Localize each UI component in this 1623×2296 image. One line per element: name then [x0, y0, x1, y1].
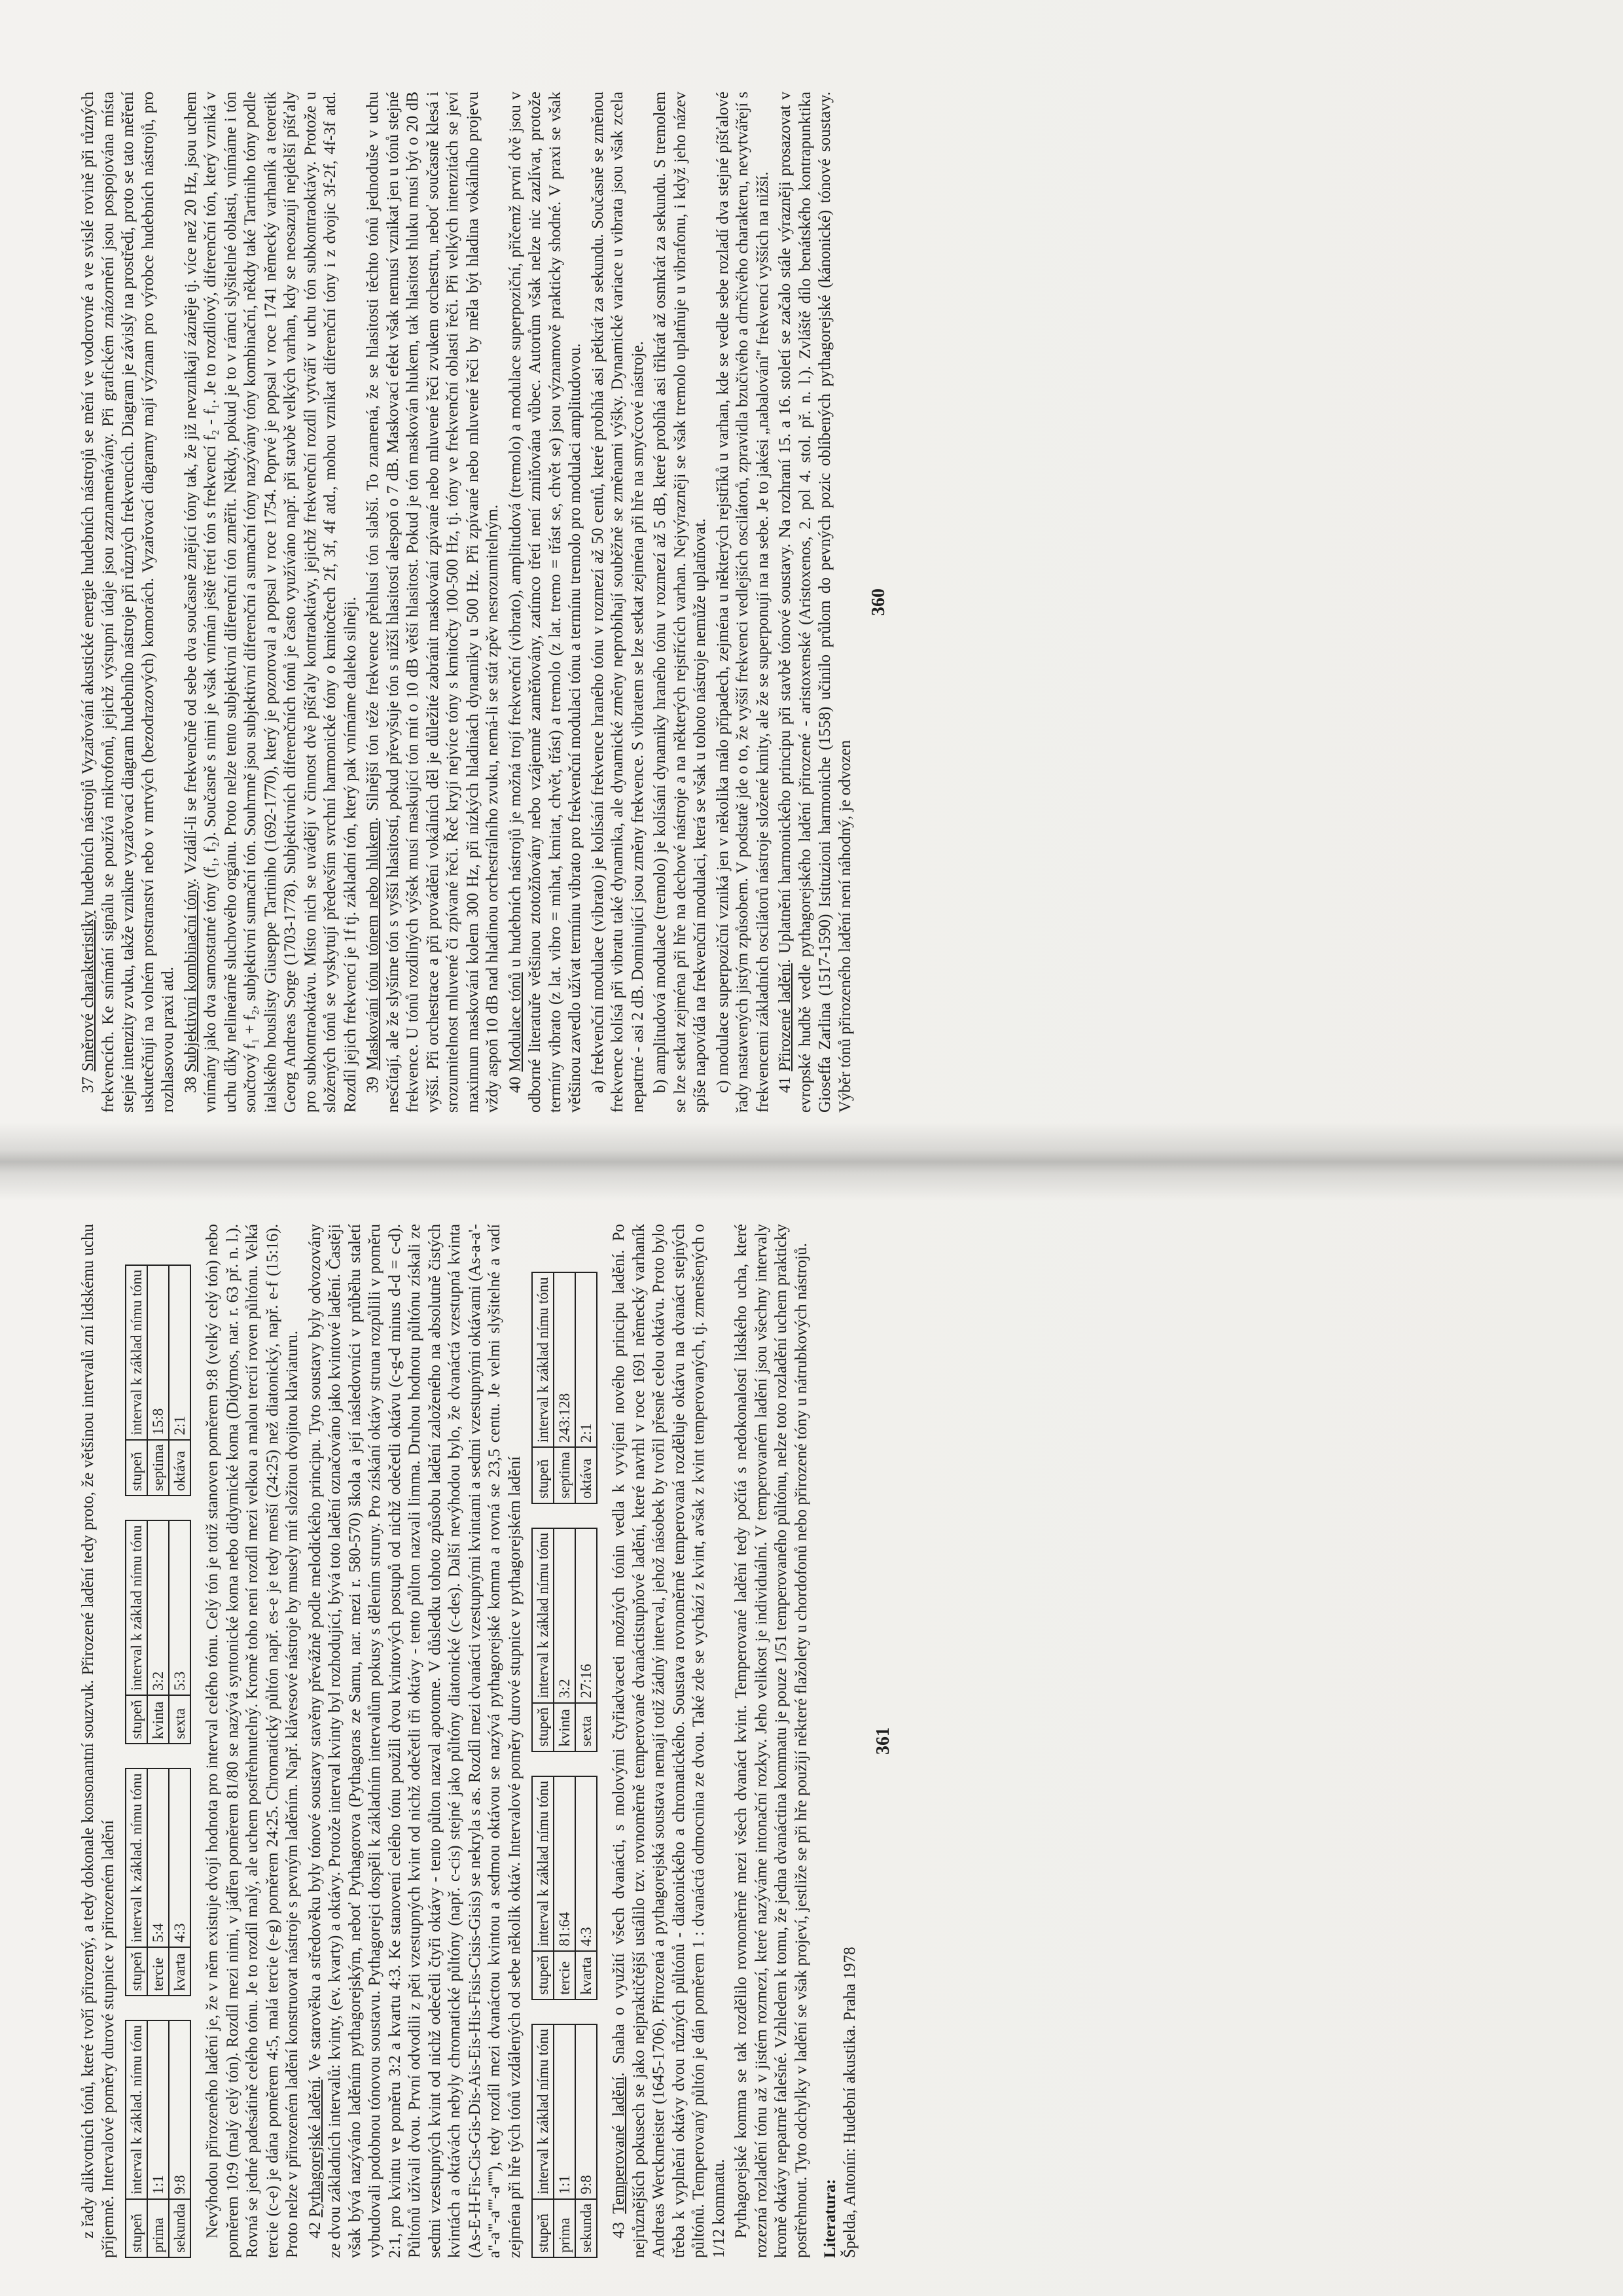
section-heading: Pythagorejské ladění: [306, 2079, 324, 2217]
right-paragraphs-2: [609, 1224, 812, 2258]
table-header-cell: interval k základ nímu tónu: [532, 2024, 554, 2199]
page-number-left: 360: [868, 588, 889, 616]
table-row: [147, 1520, 169, 1744]
table-header-cell: stupeň: [126, 1947, 147, 1996]
table-cell: 15:8: [147, 1265, 169, 1440]
table-cell: kvinta: [554, 1703, 575, 1751]
paragraph-text: c) modulace superpoziční vzniká jen v několika málo případech, zejména u některých rejstříků u varhan, kde se vedle sebe rozladí dva stejné píšťalové řady nastavených jistým způsobem. V podstatě jde o to, že vyšší frekvenci vedlejších oscilátorů, zpravidla bzučivého a drnčivého charakteru, nevytvářejí s frekvencemi základních oscilátorů nástroje složené kmity, ale že se superponují na na sebe. Je to jakési „nabalování" frekvencí vyšších na nižší.: [713, 92, 772, 1113]
table-cell: kvinta: [147, 1695, 169, 1744]
section-heading: Temperované ladění: [610, 2076, 628, 2214]
literature: [821, 1224, 860, 2258]
section-number: 43: [610, 2222, 628, 2238]
paragraph: [506, 92, 586, 1113]
table-cell: sexta: [169, 1695, 190, 1744]
table-row: [554, 1528, 575, 1751]
table-row: [169, 1768, 190, 1996]
pythagorean-tuning-table: [527, 1224, 604, 2258]
intro-paragraph: z řady alikvotních tónů, které tvoří přirozený, a tedy dokonale konsonantní souzvuk. Přirozené ladění tedy proto, že většinou intervalů zní lidskému uchu příjemně. Intervalové poměry durové stupnice v přirozeném ladění: [79, 1224, 117, 2258]
interval-table: [531, 1776, 597, 2000]
table-cell: 243:128: [554, 1272, 575, 1447]
paragraph-text: . Vzdálí-li se frekvenčně od sebe dva současně znějící tóny tak, že již nevznikají zázněje tj. více než 20 Hz, jsou uchem vnímány jako dva samostatné tóny (f₁, f₂). Současně s nimi je však vnímán ještě třetí tón s frekvencí f₂ - f₁. Je to rozdílový, diferenční tón, který vzniká v uchu díky nelineárně sluchového orgánu. Proto nelze tento subjektivní diferenční tón změřit. Někdy, pokud je to v rámci slyšitelné oblasti, vnímáme i tón součtový f₁ + f₂, subjektivní sumační tón. Souhrnně jsou subjektivní diferenční a sumační tóny nazývány tóny kombinační, někdy také Tartiniho tóny podle italského houslisty Giuseppe Tartiniho (1692-1770), který je pozoroval a popsal v roce 1754. Poprvé je popsal v roce 1741 německý varhaník a teoretik Georg Andreas Sorge (1703-1778). Subjektivních diferenčních tónů je často využíváno např. při stavbě velkých varhan, kdy se neosazují nejdelší píšťaly pro subkontraoktávu. Místo nich se uvádějí v činnost dvě píšťaly kontraoktávy, jejichž frekvenční rozdíl vytváří v uchu tón subkontraoktávy. Protože u složených tónů se vyskytují především svrchní harmonické tóny o kmitočtech 2f, 3f, 4f atd., mohou vznikat diferenční tóny i z dvojic 3f-2f, 4f-3f atd. Rozdíl jejich frekvencí je 1f tj. základní tón, který pak vnímáme daleko silněji.: [181, 91, 359, 1113]
paragraph: [776, 92, 855, 1113]
left-paragraphs: [79, 92, 855, 1113]
paragraph: [651, 92, 711, 1113]
table-cell: kvarta: [575, 1951, 597, 2000]
table-header-row: [126, 1520, 147, 1744]
table-cell: 2:1: [169, 1265, 190, 1440]
table-row: [575, 1776, 597, 2000]
right-paragraphs: [203, 1224, 525, 2258]
paragraph-text: hudebních nástrojů Vyzařování akustické energie hudebních nástrojů se mění ve vodorovné a ve svislé rovině při různých frekvencích. Ke snímání signálu se používá mikrofonů, jejichž výstupní údaje jsou zaznamenávány. Při grafickém znázornění jsou pospojována místa stejné intenzity zvuku, takže vznikne vyzařovací diagram hudebního nástroje při různých frekvencích. Diagram je závislý na prostředí, proto se tato měření uskutečňují na volném prostranství nebo v mrtvých (bezodrazových) komorách. Vyzařovací diagramy mají význam pro výrobce hudebních nástrojů, pro rozhlasovou praxi atd.: [79, 92, 177, 1113]
table-cell: prima: [554, 2199, 575, 2257]
section-number: 39: [364, 1077, 382, 1093]
paragraph: [203, 1224, 303, 2258]
table-cell: kvarta: [169, 1947, 190, 1996]
table-row: [147, 2020, 169, 2257]
table-row: [554, 2024, 575, 2257]
interval-table: [125, 1520, 191, 1744]
table-cell: septima: [147, 1440, 169, 1496]
table-row: [147, 1768, 169, 1996]
table-header-cell: stupeň: [126, 1695, 147, 1744]
right-page: [79, 1224, 1400, 2258]
table-cell: 4:3: [575, 1776, 597, 1951]
paragraph: [609, 1224, 729, 2258]
table-cell: 9:8: [169, 2020, 190, 2199]
interval-table: [125, 1265, 191, 1496]
table-cell: 81:64: [554, 1776, 575, 1951]
table-cell: 4:3: [169, 1768, 190, 1947]
natural-tuning-table: [121, 1224, 198, 2258]
section-number: 40: [506, 1077, 524, 1093]
paragraph-text: . Snaha o využití všech dvanácti, s molovými čtyřiadvaceti možných tónin vedla k vyvíjení nového principu ladění. Po nejrůznějších pokusech se jako nejpraktičtější ustálilo tzv. rovnoměrně temperované dvanáctistupňové ladění, které navrhl v roce 1691 německý varhaník Andreas Werckmeister (1645-1706). Přirozená a pythagorejská soustava nemají totiž žádný interval, jehož násobek by tvořil přesně celou oktávu. Proto bylo třeba k vyplnění oktávy dvou různých půltónů - diatonického a chromatického. Soustava rovnoměrně temperovaná rozděluje oktávu na dvanáct stejných půltónů. Temperovaný půltón je dán poměrem 1 : dvanáctá odmocnina ze dvou. Také zde se vychází z kvint, avšak z kvint temperovaných, tj. zmenšených o 1/12 kommatu.: [610, 1223, 728, 2258]
table-header-row: [532, 1776, 554, 2000]
literature-label: Literatura:: [821, 2179, 839, 2258]
paragraph: [713, 92, 774, 1113]
table-header-row: [126, 1265, 147, 1496]
interval-table: [125, 2020, 191, 2258]
table-row: [169, 2020, 190, 2257]
table-cell: tercie: [147, 1947, 169, 1996]
table-header-cell: stupeň: [532, 1703, 554, 1751]
table-header-row: [532, 1272, 554, 1503]
table-header-cell: interval k základ. nímu tónu: [126, 1768, 147, 1947]
paragraph: [588, 92, 649, 1113]
paragraph: [181, 92, 361, 1113]
section-heading: Modulace tónů: [506, 972, 524, 1072]
table-cell: 1:1: [147, 2020, 169, 2199]
table-header-cell: interval k základ nímu tónu: [532, 1272, 554, 1447]
section-heading: Subjektivní kombinační tóny: [181, 882, 200, 1073]
section-number: 42: [306, 2222, 324, 2238]
table-cell: sexta: [575, 1703, 597, 1751]
interval-table: [531, 2024, 597, 2258]
table-header-row: [126, 2020, 147, 2257]
table-header-cell: stupeň: [126, 2199, 147, 2257]
literature-entry: Špelda, Antonín: Hudební akustika. Praha 1978: [841, 1946, 859, 2258]
table-cell: 2:1: [575, 1272, 597, 1447]
table-header-row: [126, 1768, 147, 1996]
book-gutter-shadow: [0, 1122, 1623, 1201]
paragraph-text: . Uplatnění harmonického principu při stavbě tónové soustavy. Na rozhraní 15. a 16. století se začalo stále výrazněji prosazovat v evropské hudbě vedle pythagorejského ladění přirozené - aristoxenské (Aristoxenos, 2. pol 4. stol. př. n. l.). Zvláště dílo benátského kontrapunktika Gioseffa Zarlina (1517-1590) Istituzioni harmoniche (1558) učinilo průlom do pevných pozic oblíbených pythagorejské (kánonické) tónové soustavy. Výběr tónů přirozeného ladění není náhodný, je odvozen: [776, 91, 854, 1113]
table-row: [575, 1272, 597, 1503]
section-heading: Směrové charakteristiky: [79, 910, 97, 1071]
table-cell: prima: [147, 2199, 169, 2257]
paragraph: [363, 92, 503, 1113]
table-header-cell: interval k základ nímu tónu: [532, 1776, 554, 1951]
table-row: [147, 1265, 169, 1496]
section-number: 38: [181, 1077, 200, 1093]
paragraph-text: u hudebních nástrojů je možná trojí frekvenční (vibrato), amplitudová (tremolo) a modulace superpoziční, přičemž první dvě jsou v odborné literatuře většinou ztotožňovány nebo vzájemně zaměňovány, zatímco třetí není zmiňována vůbec. Autorům však nelze nic zazlívat, protože termíny vibrato (z lat. vibro = mihat, kmitat, chvět, třást) a tremolo (z lat. tremo = třást se, chvět se) jsou významově prakticky shodné. V praxi se však většinou zavedlo užívat termínu vibrato pro frekvenční modulaci tónu a termínu tremolo pro modulaci amplitudovou.: [506, 92, 584, 1113]
paragraph: [79, 92, 179, 1113]
table-cell: 3:2: [147, 1520, 169, 1695]
section-heading: Maskování tónu tónem nebo hlukem: [364, 821, 382, 1071]
table-header-cell: interval k základ nímu tónu: [126, 1265, 147, 1440]
table-row: [169, 1520, 190, 1744]
table-header-cell: stupeň: [532, 1951, 554, 2000]
paragraph-text: . Silnější tón téže frekvence přehlusí tón slabší. To znamená, že se hlasitosti těchto tónů jednoduše v uchu nesčítají, ale že slyšíme tón s vyšší hlasitostí, pokud převyšuje tón s nižší hlasitostí alespoň o 7 dB. Maskovací efekt však nemusí vznikat jen u tónů stejné frekvence. U tónů rozdílných výšek musí maskující tón mít o 10 dB větší hlasitost. Pokud je tón maskován hlukem, tak hlasitost hluku musí být o 20 dB vyšší. Při orchestrace a při provádění vokálních děl je důležité zabránit maskování zpívané nebo mluvené řeči zvukem orchestru, neboť současně klesá i srozumitelnost mluvené či zpívané řeči. Řeč kryjí nejvíce tóny s kmitočty 100-500 Hz, tj. tóny ve frekvenční oblasti řeči. Při velkých intenzitách se jeví maximum maskování kolem 300 Hz, při nízkých hladinách dynamiky u 500 Hz. Při zpívané nebo mluvené řeči by měla být hladina vokálního projevu vždy aspoň 10 dB nad hladinou orchestrálního zvuku, nemá-li se stát zpěv nesrozumitelným.: [364, 92, 501, 1113]
interval-table: [531, 1528, 597, 1752]
table-row: [554, 1272, 575, 1503]
table-cell: 1:1: [554, 2024, 575, 2199]
table-cell: 5:3: [169, 1520, 190, 1695]
table-header-cell: interval k základ nímu tónu: [126, 1520, 147, 1695]
interval-table: [125, 1768, 191, 1996]
table-header-row: [532, 1528, 554, 1751]
table-row: [554, 1776, 575, 2000]
table-row: [575, 1528, 597, 1751]
table-row: [575, 2024, 597, 2257]
table-cell: 5:4: [147, 1768, 169, 1947]
paragraph-text: Nevýhodou přirozeného ladění je, že v něm existuje dvojí hodnota pro interval celého tónu. Celý tón je totiž stanoven poměrem 9:8 (velký celý tón) nebo poměrem 10:9 (malý celý tón). Rozdíl mezi nimi, v jádřen poměrem 81/80 se nazývá syntonické koma nebo didymické koma (Didymos, nar. r. 63 př. n. l.). Rovná se jedné padesátině celého tónu. Je to rozdíl malý, ale uchem postřehnutelný. Kromě toho není rozdíl mezi velkou a malou tercií roven půltónu. Velká tercie (c-e) je dána poměrem 4:5, malá tercie (e-g) poměrem 24:25. Chromatický půltón např. es-e je tedy menší (24:25) než diatonický, např. e-f (15:16). Proto nelze v přirozeném ladění konstruovat nástroje s pevným laděním. Např. klávesové nástroje by musely mít složitou dvojitou klaviaturu.: [204, 1224, 301, 2258]
table-header-cell: stupeň: [532, 1447, 554, 1503]
paragraph: [732, 1224, 812, 2258]
table-header-cell: stupeň: [126, 1440, 147, 1496]
section-number: 37: [79, 1077, 97, 1093]
table-header-cell: stupeň: [532, 2199, 554, 2257]
table-cell: 27:16: [575, 1528, 597, 1703]
table-cell: tercie: [554, 1951, 575, 2000]
paragraph-text: a) frekvenční modulace (vibrato) je kolísání frekvence hraného tónu v rozmezí až 50 centů, které probíhá asi pětkrát za sekundu. Současně se změnou frekvence kolísá při vibratu také dynamika, ale dynamické změny neprobíhají souběžně se změnami výšky. Dynamické variace u vibrata jsou však zcela nepatrné - asi 2 dB. Dominující jsou změny frekvence. S vibratem se lze setkat zejména při hře na smyčcové nástroje.: [588, 92, 647, 1113]
left-page: [79, 92, 1387, 1113]
paragraph: [306, 1224, 526, 2258]
table-header-cell: interval k základ nímu tónu: [532, 1528, 554, 1703]
table-cell: oktáva: [169, 1440, 190, 1496]
interval-table: [531, 1272, 597, 1503]
table-cell: oktáva: [575, 1447, 597, 1503]
section-heading: Přirozené ladění: [776, 963, 794, 1071]
table-header-row: [532, 2024, 554, 2257]
paragraph-text: . Ve starověku a středověku byly tónové soustavy stavěny převážně podle melodického principu. Tyto soustavy byly odvozovány ze dvou základních intervalů: kvinty, (ev. kvarty) a oktávy. Protože interval kvinty byl rozhodující, bývá toto ladění označováno jako kvintové ladění. Častěji však bývá nazýváno laděním pythagorejským, neboť Pythagorova (Pythagoras ze Samu, nar. mezi r. 580-570) škola a její následovníci v průběhu staletí vybudovali podobnou tónovou soustavu. Pythagorejci dospěli k základním intervalům pokusy s dělením struny. Pro získání oktávy struna rozpůlili v poměru 2:1, pro kvintu ve poměru 3:2 a kvartu 4:3. Ke stanovení celého tónu použili dvou kvintových postupů od nichž odečetli oktávu (c-g-d minus d-d = c-d). Půltónů užívali dvou. První odvodili z pěti vzestupných kvint od nichž odečetli tři oktávy - tento půlton nazvali limma. Druhou hodnotu půltónu získali ze sedmi vzestupných kvint od nichž odečetli čtyři oktávy - tento půlton nazval apotome. V důsledku tohoto způsobu ladění založeného na absolutně čistých kvintách a oktávách nebyly chromatické půltóny (např. c-cis) stejné jako půltóny diatonické (c-des). Další nevýhodou bylo, že dvanáctá vzestupná kvinta (As-E-H-Fis-Cis-Gis-Dis-Ais-Eis-His-Fisis-Cisis-Gisis) se nekryla s as. Rozdíl mezi dvanácti vzestupnými kvintami a sedmi vzestupnými oktávami (As-a-a'-a''-a'''-a''''-a'''''), tedy rozdíl mezi dvanáctou kvintou a sedmou oktávou se nazývá pythagorejské komma a rovná se 23,5 centu. Je velmi slyšitelné a vadí zejména při hře tých tónů vzdálených od sebe několik oktáv. Intervalové poměry durové stupnice v pythagorejském ladění: [306, 1224, 524, 2258]
table-cell: 3:2: [554, 1528, 575, 1703]
paragraph-text: Pythagorejské komma se tak rozdělilo rovnoměrně mezi všech dvanáct kvint. Temperované ladění tedy počítá s nedokonalostí lidského ucha, které rozezná rozladění tónu až v jistém rozmezí, které nazýváme intonační rozkyv. Jeho velikost je individuální. V temperovaném ladění jsou všechny intervaly kromě oktávy nepatrně falešné. Vzhledem k tomu, že jedna dvanáctina kommatu je pouze 1/51 temperovaného půltónu, nelze toto rozladění uchem prakticky postřehnout. Tyto odchylky v ladění se však projeví, jestliže se při hře použijí některé flažolety u chordofonů nebo přirozené tóny u nátrubkových nástrojů.: [732, 1224, 810, 2258]
table-cell: 9:8: [575, 2024, 597, 2199]
page-number-right: 361: [873, 1727, 893, 1755]
table-cell: septima: [554, 1447, 575, 1503]
table-header-cell: interval k základ. nímu tónu: [126, 2020, 147, 2199]
table-row: [169, 1265, 190, 1496]
table-cell: sekunda: [169, 2199, 190, 2257]
table-cell: sekunda: [575, 2199, 597, 2257]
paragraph-text: b) amplitudová modulace (tremolo) je kolísání dynamiky hraného tónu v rozmezí až 5 dB, které probíhá asi třikrát až osmkrát za sekundu. S tremolem se lze setkat zejména při hře na dechové nástroje a na některých rejstřících varhan. Nejvýrazněji se však tremolo uplatňuje u vibrafonu, i když jeho název spíše napovídá na frekvenční modulaci, která se však u tohoto nástroje nemůže uplatňovat.: [651, 92, 709, 1113]
section-number: 41: [776, 1077, 794, 1093]
